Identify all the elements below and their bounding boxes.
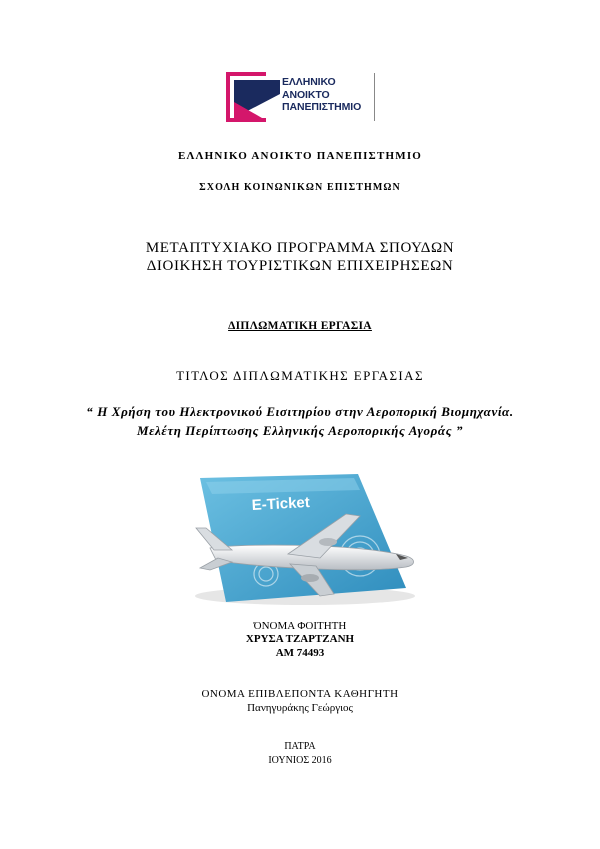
logo-wordmark: [282, 76, 361, 114]
ticket-label: E-Ticket: [251, 493, 311, 514]
institution-name: ΕΛΛΗΝΙΚΟ ΑΝΟΙΚΤΟ ΠΑΝΕΠΙΣΤΗΜΙΟ: [177, 150, 423, 162]
student-id: ΑΜ 74493: [275, 647, 325, 659]
logo-line-3: ΠΑΝΕΠΙΣΤΗΜΙΟ: [282, 101, 362, 113]
student-name: ΧΡΥΣΑ ΤΖΑΡΤΖΑΝΗ: [245, 633, 355, 645]
student-label: ΌΝΟΜΑ ΦΟΙΤΗΤΗ: [253, 620, 347, 632]
program-line-1: ΜΕΤΑΠΤΥΧΙΑΚΟ ΠΡΟΓΡΑΜΜΑ ΣΠΟΥΔΩΝ: [145, 240, 455, 256]
university-logo: [226, 72, 376, 122]
logo-mark-icon: [226, 72, 282, 122]
program-line-2: ΔΙΟΙΚΗΣΗ ΤΟΥΡΙΣΤΙΚΩΝ ΕΠΙΧΕΙΡΗΣΕΩΝ: [146, 258, 454, 274]
city: ΠΑΤΡΑ: [284, 741, 316, 752]
supervisor-label: ΟΝΟΜΑ ΕΠΙΒΛΕΠΟΝΤΑ ΚΑΘΗΓΗΤΗ: [201, 688, 399, 700]
program-name: [0, 239, 600, 275]
thesis-title-label: ΤΙΤΛΟΣ ΔΙΠΛΩΜΑΤΙΚΗΣ ΕΡΓΑΣΙΑΣ: [176, 368, 424, 383]
logo-line-1: ΕΛΛΗΝΙΚΟ: [282, 76, 336, 88]
supervisor-name: Πανηγυράκης Γεώργιος: [247, 702, 353, 714]
thesis-label: ΔΙΠΛΩΜΑΤΙΚΗ ΕΡΓΑΣΙΑ: [228, 320, 372, 332]
eticket-airplane-image: [170, 470, 430, 615]
school-name: ΣΧΟΛΗ ΚΟΙΝΩΝΙΚΩΝ ΕΠΙΣΤΗΜΩΝ: [199, 182, 401, 193]
thesis-title: “ Η Χρήση του Ηλεκτρονικού Εισιτηρίου στην Αεροπορική Βιομηχανία. Μελέτη Περίπτωσης Ελληνικής Αεροπορικής Αγοράς ”: [86, 404, 514, 438]
logo-divider: [374, 73, 375, 121]
date: ΙΟΥΝΙΟΣ 2016: [268, 755, 332, 766]
logo-line-2: ΑΝΟΙΚΤΟ: [282, 88, 330, 101]
